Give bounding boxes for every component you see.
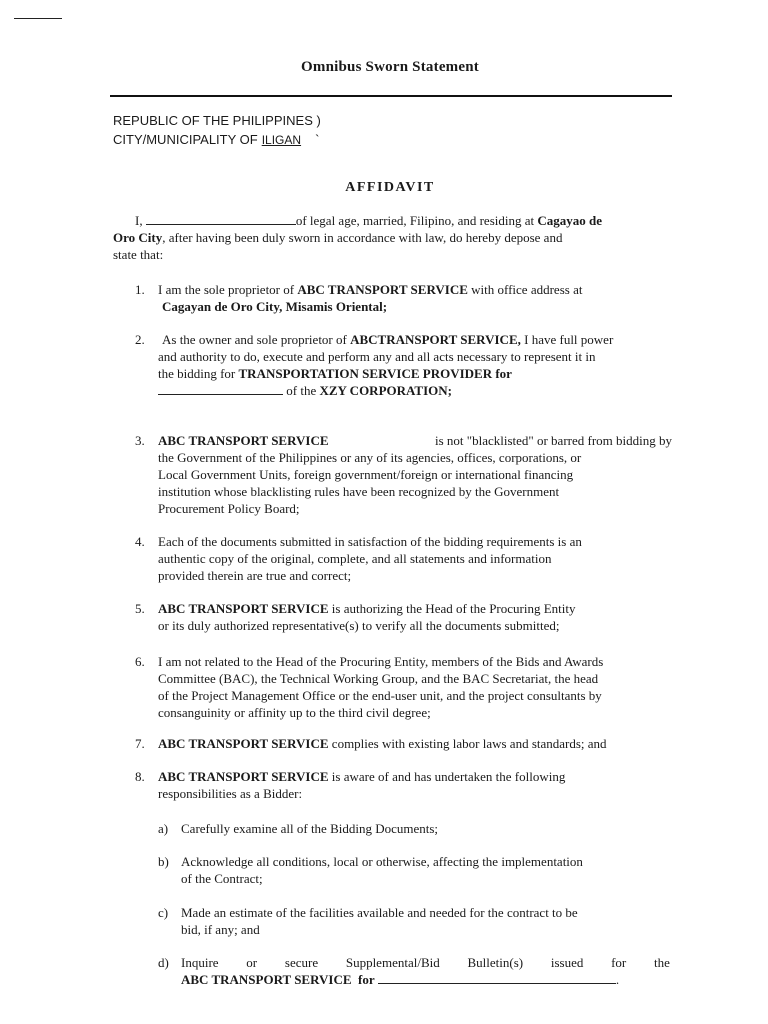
intro-text: of legal age, married, Filipino, and residing at xyxy=(295,213,535,228)
subitem-b xyxy=(181,853,681,887)
subitem-label: b) xyxy=(158,854,169,869)
subitem-c-line-1: Made an estimate of the facilities available and needed for the contract to be xyxy=(181,905,578,920)
subitem-word: the xyxy=(654,955,670,970)
venue-block xyxy=(113,111,321,150)
item-number: 8. xyxy=(135,769,145,784)
intro-place: Cagayao de xyxy=(537,213,602,228)
subitem-a-line-1: Carefully examine all of the Bidding Documents; xyxy=(181,821,439,836)
project-blank xyxy=(158,382,283,395)
intro-paragraph xyxy=(113,212,673,263)
item-text: the bidding for xyxy=(158,366,236,381)
intro-place: Oro City xyxy=(113,230,163,245)
item-6 xyxy=(158,653,688,721)
item-number: 3. xyxy=(135,433,145,448)
office-address: Cagayan de Oro City, Misamis Oriental; xyxy=(162,299,388,314)
intro-text: , after having been duly sworn in accordance with law, do hereby depose and xyxy=(162,230,563,245)
item-4 xyxy=(158,533,672,584)
item-4-line-1: Each of the documents submitted in satisfaction of the bidding requirements is an xyxy=(158,534,582,549)
subitem-word: Supplemental/Bid xyxy=(345,955,440,970)
item-text: is authorizing the Head of the Procuring Entity xyxy=(331,601,576,616)
item-text: I have full power xyxy=(524,332,614,347)
subitem-label: d) xyxy=(158,955,169,970)
item-text: with office address at xyxy=(471,282,583,297)
subitem-label: c) xyxy=(158,905,169,920)
item-3 xyxy=(158,432,672,517)
company-name: ABC TRANSPORT SERVICE xyxy=(158,433,329,448)
item-number: 1. xyxy=(135,282,145,297)
item-3-line-5: Procurement Policy Board; xyxy=(158,501,300,516)
item-8-line-1 xyxy=(158,768,678,785)
subitem-word: Inquire xyxy=(181,955,219,970)
name-blank xyxy=(146,212,296,225)
item-text: of the xyxy=(286,383,317,398)
item-2-line-4 xyxy=(158,382,698,399)
bulletin-blank xyxy=(378,971,616,984)
corporation-name: XZY CORPORATION; xyxy=(319,383,452,398)
item-4-line-2: authentic copy of the original, complete, and all statements and information xyxy=(158,551,552,566)
subitem-word: for xyxy=(611,955,627,970)
subitem-c-line-2: bid, if any; and xyxy=(181,922,260,937)
company-name: ABCTRANSPORT SERVICE, xyxy=(350,332,521,347)
item-number: 4. xyxy=(135,534,145,549)
intro-line-2 xyxy=(113,229,673,246)
city-line xyxy=(113,130,321,150)
subitem-d-line-1 xyxy=(181,954,670,971)
item-3-line-1 xyxy=(158,432,672,449)
intro-text: I, xyxy=(135,213,143,228)
subitem-word: Bulletin(s) xyxy=(467,955,524,970)
subitem-word: for xyxy=(358,972,375,987)
subitem-c xyxy=(181,904,681,938)
item-2-line-1 xyxy=(158,331,698,348)
item-6-line-3: of the Project Management Office or the end-user unit, and the project consultants by xyxy=(158,688,602,703)
item-number: 7. xyxy=(135,736,145,751)
item-4-line-3: provided therein are true and correct; xyxy=(158,568,352,583)
item-1-line-2 xyxy=(158,298,678,315)
item-number: 5. xyxy=(135,601,145,616)
republic-line: REPUBLIC OF THE PHILIPPINES ) xyxy=(113,113,321,128)
company-name: ABC TRANSPORT SERVICE xyxy=(181,972,352,987)
item-text: is not "blacklisted" or barred from bidding by xyxy=(435,433,672,448)
subitem-word: issued xyxy=(550,955,584,970)
subitem-b-line-2: of the Contract; xyxy=(181,871,263,886)
subitem-word: or xyxy=(246,955,258,970)
intro-line-3: state that: xyxy=(113,247,164,262)
item-7-line-1 xyxy=(158,735,698,752)
venue-mark: ` xyxy=(315,132,320,147)
item-3-line-2: the Government of the Philippines or any of its agencies, offices, corporations, or xyxy=(158,450,582,465)
company-name: ABC TRANSPORT SERVICE xyxy=(158,736,329,751)
company-name: ABC TRANSPORT SERVICE xyxy=(297,282,468,297)
affidavit-heading: AFFIDAVIT xyxy=(345,180,435,195)
subitem-d xyxy=(181,954,670,988)
subitem-label: a) xyxy=(158,821,169,836)
project-name: TRANSPORTATION SERVICE PROVIDER for xyxy=(238,366,512,381)
item-7 xyxy=(158,735,698,752)
item-text: is aware of and has undertaken the following xyxy=(331,769,566,784)
company-name: ABC TRANSPORT SERVICE xyxy=(158,601,329,616)
item-text: As the owner and sole proprietor of xyxy=(162,332,347,347)
city-prefix: CITY/MUNICIPALITY OF xyxy=(113,132,258,147)
subitem-b-line-1: Acknowledge all conditions, local or otherwise, affecting the implementation xyxy=(181,854,583,869)
intro-line-1 xyxy=(113,212,673,229)
item-text: complies with existing labor laws and standards; and xyxy=(331,736,607,751)
subitem-a xyxy=(181,820,681,837)
item-1-line-1 xyxy=(158,281,678,298)
company-name: ABC TRANSPORT SERVICE xyxy=(158,769,329,784)
subitem-d-line-2 xyxy=(181,971,670,988)
item-5-line-2: or its duly authorized representative(s) to verify all the documents submitted; xyxy=(158,618,560,633)
title-rule xyxy=(110,95,672,97)
item-3-line-4: institution whose blacklisting rules have been recognized by the Government xyxy=(158,484,560,499)
item-1 xyxy=(158,281,678,315)
item-5 xyxy=(158,600,672,634)
corner-rule xyxy=(14,18,62,19)
item-number: 2. xyxy=(135,332,145,347)
item-2-line-2: and authority to do, execute and perform any and all acts necessary to represent it in xyxy=(158,349,596,364)
item-2 xyxy=(158,331,698,399)
item-6-line-4: consanguinity or affinity up to the third civil degree; xyxy=(158,705,431,720)
item-2-line-3 xyxy=(158,365,698,382)
subitem-word: secure xyxy=(284,955,319,970)
item-3-line-3: Local Government Units, foreign government/foreign or international financing xyxy=(158,467,574,482)
item-5-line-1 xyxy=(158,600,672,617)
document-title: Omnibus Sworn Statement xyxy=(301,59,479,75)
item-number: 6. xyxy=(135,654,145,669)
item-8-line-2: responsibilities as a Bidder: xyxy=(158,786,303,801)
city-name: ILIGAN xyxy=(261,133,302,147)
subitem-period: . xyxy=(615,972,620,987)
item-6-line-1: I am not related to the Head of the Procuring Entity, members of the Bids and Awards xyxy=(158,654,604,669)
item-6-line-2: Committee (BAC), the Technical Working Group, and the BAC Secretariat, the head xyxy=(158,671,599,686)
item-8 xyxy=(158,768,678,802)
item-text: I am the sole proprietor of xyxy=(158,282,295,297)
